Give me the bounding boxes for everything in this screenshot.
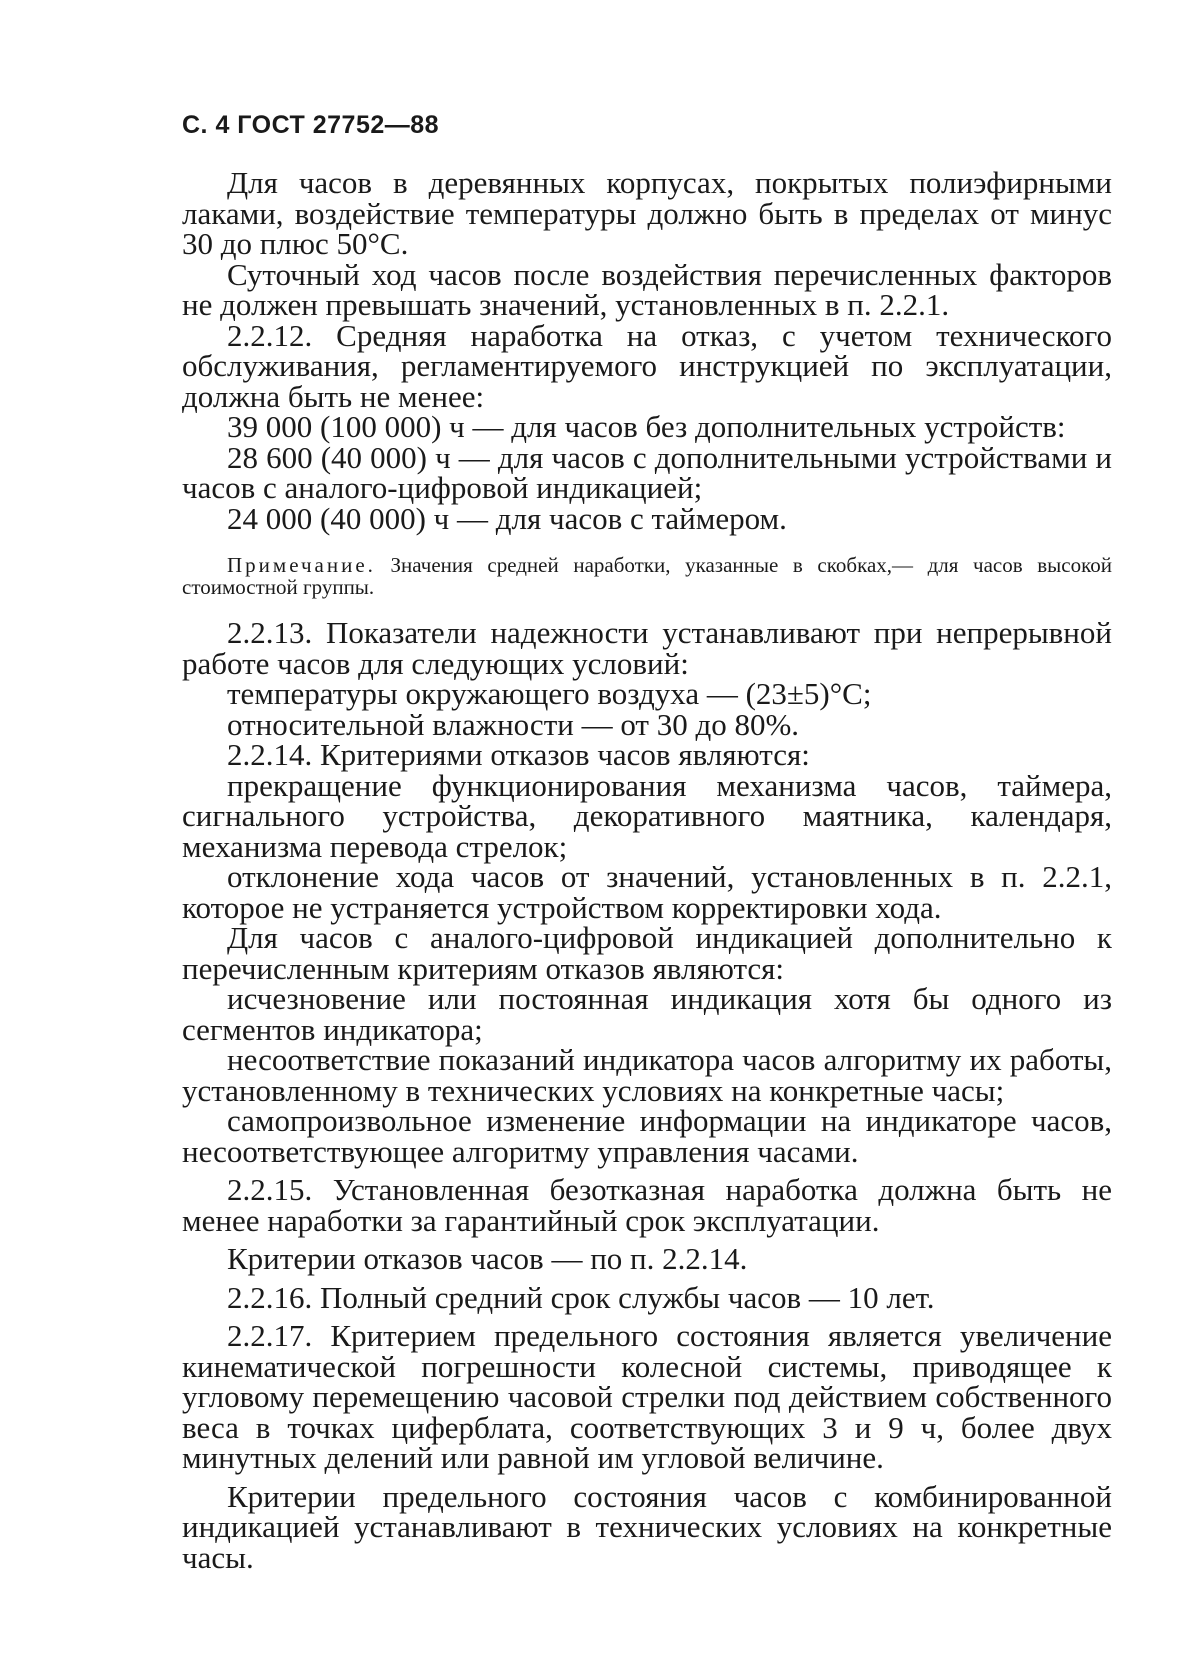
list-item-24000: 24 000 (40 000) ч — для часов с таймером. (227, 500, 787, 536)
criterion-segments: исчезновение или постоянная индикация хотя бы одного из сегментов индикатора; (182, 981, 1112, 1047)
condition-temperature: температуры окружающего воздуха — (23±5)°С; (227, 676, 872, 711)
clause-2-2-13: 2.2.13. Показатели надежности устанавливают при непрерывной работе часов для следующих условий: (182, 615, 1112, 681)
note (182, 554, 1112, 598)
paragraph-digital-criteria: Для часов с аналого-цифровой индикацией дополнительно к перечисленным критериям отказов являются: (182, 920, 1112, 986)
list-item-28600: 28 600 (40 000) ч — для часов с дополнительными устройствами и часов с аналого-цифровой индикацией; (182, 439, 1112, 505)
clause-2-2-17: 2.2.17. Критерием предельного состояния является увеличение кинематической погрешности колесной системы, приводящее к угловому перемещению часовой стрелки под действием собственного веса в точках циферблата, соответствующих 3 и 9 ч, более двух минутных делений или равной им угловой величине. (182, 1318, 1112, 1475)
criterion-deviation: отклонение хода часов от значений, установленных в п. 2.2.1, которое не устраняется устройством корректировки хода. (182, 859, 1112, 925)
paragraph-failure-criteria: Критерии отказов часов — по п. 2.2.14. (227, 1241, 748, 1276)
list-item-39000: 39 000 (100 000) ч — для часов без дополнительных устройств: (227, 409, 1066, 444)
condition-humidity: относительной влажности — от 30 до 80%. (227, 706, 800, 742)
clause-2-2-15: 2.2.15. Установленная безотказная наработка должна быть не менее наработки за гарантийный срок эксплуатации. (182, 1172, 1112, 1238)
paragraph-daily-rate: Суточный ход часов после воздействия перечисленных факторов не должен превышать значений, установленных в п. 2.2.1. (182, 256, 1112, 322)
note-text: Значения средней наработки, указанные в скобках,— для часов высокой стоимостной группы. (182, 553, 1112, 599)
paragraph-wood-cases: Для часов в деревянных корпусах, покрытых полиэфирными лаками, воздействие температуры должно быть в пределах от минус 30 до плюс 50°С. (182, 165, 1112, 261)
document-page (182, 100, 1112, 1573)
clause-2-2-12: 2.2.12. Средняя наработка на отказ, с учетом технического обслуживания, регламентируемого инструкцией по эксплуатации, должна быть не менее: (182, 317, 1112, 414)
criterion-spontaneous: самопроизвольное изменение информации на индикаторе часов, несоответствующее алгоритму управления часами. (182, 1103, 1112, 1169)
criterion-stop: прекращение функционирования механизма часов, таймера, сигнального устройства, декоративного маятника, календаря, механизма перевода стрелок; (182, 767, 1112, 864)
paragraph-limit-state: Критерии предельного состояния часов с комбинированной индикацией устанавливают в технических условиях на конкретные часы. (182, 1478, 1112, 1575)
page-header: С. 4 ГОСТ 27752—88 (182, 111, 440, 139)
clause-2-2-14: 2.2.14. Критериями отказов часов являются: (227, 737, 810, 772)
note-label: Примечание. (227, 553, 376, 577)
criterion-mismatch: несоответствие показаний индикатора часов алгоритму их работы, установленному в технических условиях на конкретные часы; (182, 1042, 1112, 1108)
clause-2-2-16: 2.2.16. Полный средний срок службы часов — 10 лет. (227, 1279, 935, 1315)
